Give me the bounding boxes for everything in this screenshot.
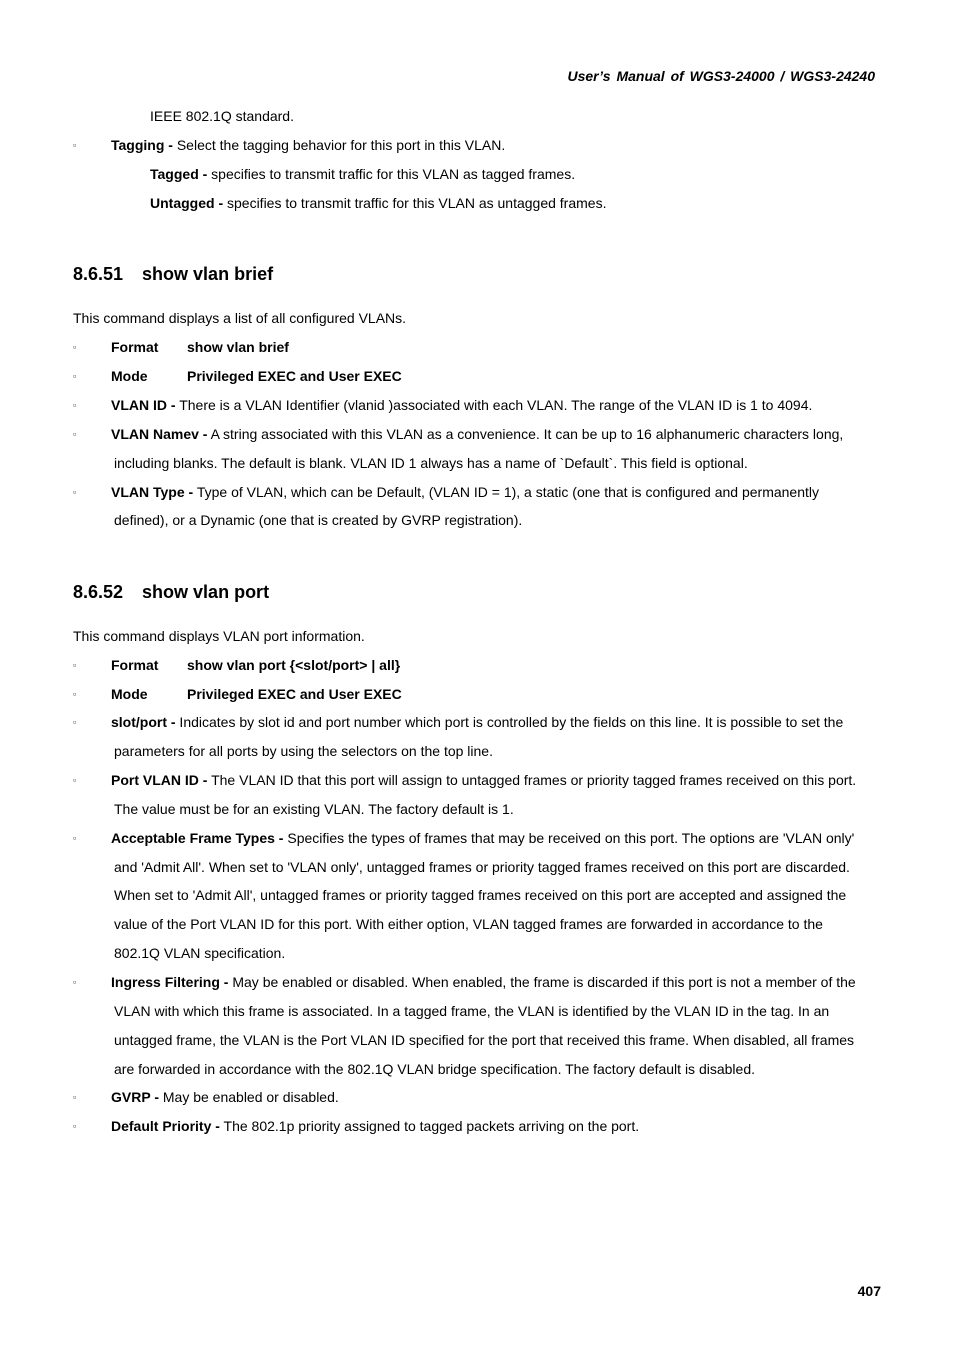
list-bullet: ▫	[73, 140, 77, 150]
list-bullet: ▫	[73, 689, 77, 699]
term: slot/port -	[111, 714, 176, 730]
section-intro: This command displays a list of all configured VLANs.	[73, 310, 407, 326]
term: Tagging -	[111, 137, 173, 153]
mode-label: Mode	[111, 686, 148, 702]
format-value: show vlan brief	[187, 339, 289, 355]
list-bullet: ▫	[73, 1092, 77, 1102]
sub-item-untagged	[150, 195, 606, 211]
list-bullet: ▫	[73, 400, 77, 410]
list-item-ingress-filtering	[111, 974, 856, 990]
format-label: Format	[111, 339, 159, 355]
definition: May be enabled or disabled. When enabled, the frame is discarded if this port is not a member of the	[228, 974, 856, 990]
list-item-tagging	[111, 137, 505, 153]
continuation-line: value of the Port VLAN ID for this port. With either option, VLAN tagged frames are forwarded in accordance to the	[114, 916, 823, 932]
list-item-acceptable-frame-types	[111, 830, 854, 846]
continuation-line: including blanks. The default is blank. VLAN ID 1 always has a name of `Default`. This field is optional.	[114, 455, 748, 471]
list-bullet: ▫	[73, 977, 77, 987]
continuation-line: The value must be for an existing VLAN. The factory default is 1.	[114, 801, 514, 817]
term: VLAN Namev -	[111, 426, 208, 442]
definition: There is a VLAN Identifier (vlanid )associated with each VLAN. The range of the VLAN ID is 1 to 4094.	[175, 397, 813, 413]
mode-value: Privileged EXEC and User EXEC	[187, 368, 402, 384]
list-item-slot-port	[111, 714, 843, 730]
mode-value: Privileged EXEC and User EXEC	[187, 686, 402, 702]
list-bullet: ▫	[73, 833, 77, 843]
definition: A string associated with this VLAN as a convenience. It can be up to 16 alphanumeric characters long,	[207, 426, 844, 442]
running-header: User’s Manual of WGS3-24000 / WGS3-24240	[567, 68, 875, 84]
continuation-line: and 'Admit All'. When set to 'VLAN only', untagged frames or priority tagged frames received on this port are discarded.	[114, 859, 850, 875]
list-item-vlan-id	[111, 397, 812, 413]
section-number: 8.6.52	[73, 582, 124, 602]
term: Tagged -	[150, 166, 208, 182]
sub-item-tagged	[150, 166, 575, 182]
list-bullet: ▫	[73, 487, 77, 497]
continuation-line: VLAN with which this frame is associated. In a tagged frame, the VLAN is identified by the VLAN ID in the tag. In an	[114, 1003, 830, 1019]
list-item-port-vlan-id	[111, 772, 856, 788]
list-bullet: ▫	[73, 775, 77, 785]
section-title: show vlan brief	[142, 264, 274, 284]
section-heading-8-6-51	[73, 264, 273, 284]
term: Acceptable Frame Types -	[111, 830, 284, 846]
continuation-line: untagged frame, the VLAN is the Port VLAN ID specified for the port that received this frame. When disabled, all frames	[114, 1032, 855, 1048]
definition: The 802.1p priority assigned to tagged packets arriving on the port.	[219, 1118, 640, 1134]
term: GVRP -	[111, 1089, 159, 1105]
term: Untagged -	[150, 195, 224, 211]
continuation-line: IEEE 802.1Q standard.	[150, 108, 294, 124]
list-item-gvrp	[111, 1089, 339, 1105]
continuation-line: parameters for all ports by using the selectors on the top line.	[114, 743, 493, 759]
list-bullet: ▫	[73, 717, 77, 727]
definition: The VLAN ID that this port will assign to untagged frames or priority tagged frames received on this port.	[207, 772, 857, 788]
term: Port VLAN ID -	[111, 772, 208, 788]
definition: Type of VLAN, which can be Default, (VLAN ID = 1), a static (one that is configured and permanently	[193, 484, 819, 500]
definition: May be enabled or disabled.	[158, 1089, 339, 1105]
list-item-default-priority	[111, 1118, 639, 1134]
definition: specifies to transmit traffic for this VLAN as untagged frames.	[223, 195, 607, 211]
section-number: 8.6.51	[73, 264, 124, 284]
list-bullet: ▫	[73, 660, 77, 670]
definition: specifies to transmit traffic for this VLAN as tagged frames.	[207, 166, 576, 182]
section-heading-8-6-52	[73, 582, 269, 602]
page-number: 407	[857, 1283, 881, 1299]
list-bullet: ▫	[73, 342, 77, 352]
term: Default Priority -	[111, 1118, 220, 1134]
list-bullet: ▫	[73, 1121, 77, 1131]
term: VLAN Type -	[111, 484, 194, 500]
list-bullet: ▫	[73, 429, 77, 439]
definition: Select the tagging behavior for this port in this VLAN.	[172, 137, 506, 153]
mode-label: Mode	[111, 368, 148, 384]
list-item-vlan-name	[111, 426, 843, 442]
definition: Indicates by slot id and port number which port is controlled by the fields on this line. It is possible to set the	[175, 714, 844, 730]
continuation-line: 802.1Q VLAN specification.	[114, 945, 286, 961]
term: VLAN ID -	[111, 397, 176, 413]
section-intro: This command displays VLAN port information.	[73, 628, 365, 644]
format-label: Format	[111, 657, 159, 673]
list-bullet: ▫	[73, 371, 77, 381]
section-title: show vlan port	[142, 582, 270, 602]
term: Ingress Filtering -	[111, 974, 229, 990]
list-item-vlan-type	[111, 484, 819, 500]
continuation-line: are forwarded in accordance with the 802.1Q VLAN bridge specification. The factory default is disabled.	[114, 1061, 755, 1077]
format-value: show vlan port {<slot/port> | all}	[187, 657, 401, 673]
definition: Specifies the types of frames that may be received on this port. The options are 'VLAN only'	[283, 830, 855, 846]
continuation-line: defined), or a Dynamic (one that is created by GVRP registration).	[114, 512, 523, 528]
continuation-line: When set to 'Admit All', untagged frames or priority tagged frames received on this port are accepted and assigned the	[114, 887, 847, 903]
